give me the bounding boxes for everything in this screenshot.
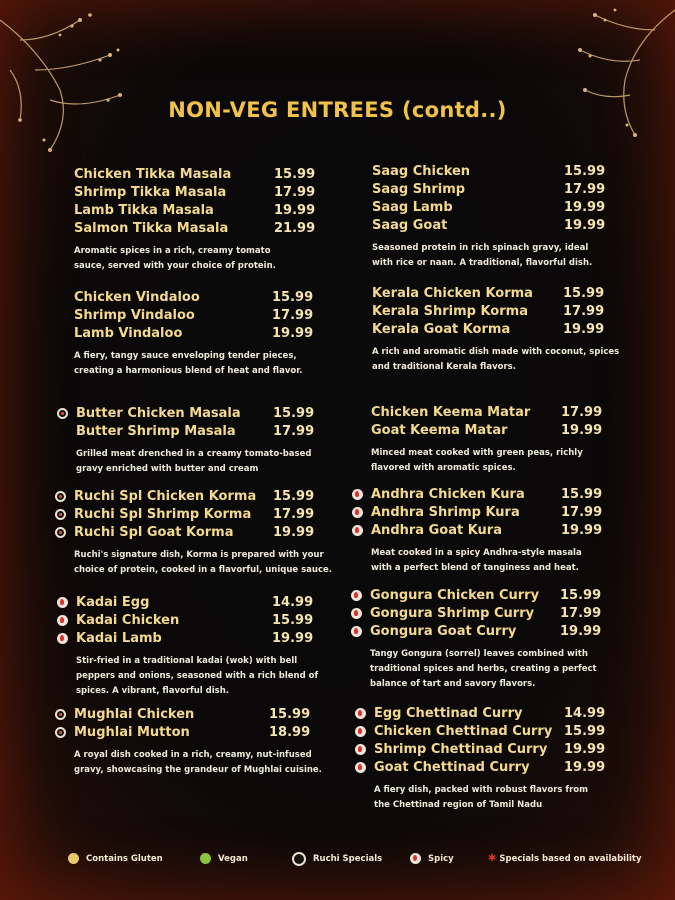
menu-item-name: Mughlai Chicken — [74, 707, 195, 722]
menu-item-name: Kadai Lamb — [76, 631, 162, 646]
menu-item-price: 17.99 — [564, 182, 606, 197]
gluten-icon — [68, 853, 79, 864]
menu-item — [74, 184, 316, 202]
menu-item-name: Kerala Chicken Korma — [372, 286, 533, 301]
menu-item-price: 19.99 — [273, 525, 315, 540]
menu-item-price: 17.99 — [272, 308, 314, 323]
description-line: gravy, showcasing the grandeur of Mughlai cuisine. — [74, 765, 322, 775]
menu-item-name: Shrimp Tikka Masala — [74, 185, 227, 200]
menu-section-description — [370, 647, 597, 692]
menu-item-name: Butter Shrimp Masala — [76, 424, 236, 439]
menu-item — [74, 706, 322, 724]
legend-vegan — [200, 850, 248, 868]
menu-item-price: 21.99 — [274, 221, 316, 236]
description-line: Minced meat cooked with green peas, richly — [371, 448, 583, 458]
description-line: Meat cooked in a spicy Andhra-style masala — [371, 548, 582, 558]
menu-item — [76, 612, 318, 630]
menu-item-price: 19.99 — [272, 326, 314, 341]
menu-item-name: Goat Chettinad Curry — [374, 760, 530, 775]
description-line: balance of tart and savory flavors. — [370, 679, 536, 689]
menu-item-name: Ruchi Spl Goat Korma — [74, 525, 234, 540]
description-line: Seasoned protein in rich spinach gravy, ideal — [372, 243, 589, 253]
menu-section-description — [76, 447, 311, 477]
menu-item — [374, 723, 606, 741]
legend-spicy — [410, 850, 454, 868]
menu-item-name: Mughlai Mutton — [74, 725, 190, 740]
menu-item-price: 17.99 — [561, 405, 603, 420]
menu-item — [371, 504, 603, 522]
menu-item-name: Chicken Chettinad Curry — [374, 724, 553, 739]
menu-item-name: Saag Chicken — [372, 164, 471, 179]
menu-item — [370, 587, 602, 605]
description-line: Tangy Gongura (sorrel) leaves combined with — [370, 649, 588, 659]
description-line: Ruchi's signature dish, Korma is prepared with your — [74, 550, 324, 560]
spicy-icon — [355, 726, 366, 737]
menu-section-description — [74, 748, 322, 778]
spicy-icon — [57, 615, 68, 626]
menu-item-name: Chicken Vindaloo — [74, 290, 200, 305]
ruchi-special-icon — [55, 709, 66, 720]
menu-item — [372, 303, 619, 321]
menu-item — [371, 522, 603, 540]
description-line: A royal dish cooked in a rich, creamy, nut-infused — [74, 750, 312, 760]
menu-item-price: 15.99 — [564, 724, 606, 739]
menu-item-name: Gongura Shrimp Curry — [370, 606, 535, 621]
description-line: the Chettinad region of Tamil Nadu — [374, 800, 543, 810]
menu-section — [372, 163, 606, 271]
menu-item — [74, 202, 316, 220]
description-line: creating a harmonious blend of heat and flavor. — [74, 366, 303, 376]
menu-item — [372, 181, 606, 199]
menu-item — [372, 199, 606, 217]
menu-item-name: Saag Lamb — [372, 200, 453, 215]
menu-section-description — [374, 783, 588, 813]
menu-item — [74, 524, 332, 542]
menu-item — [76, 423, 315, 441]
menu-item-price: 15.99 — [563, 286, 605, 301]
menu-item-name: Gongura Goat Curry — [370, 624, 517, 639]
menu-item-price: 19.99 — [274, 203, 316, 218]
menu-item-name: Andhra Chicken Kura — [371, 487, 525, 502]
menu-section-description — [371, 446, 583, 476]
menu-item-name: Lamb Tikka Masala — [74, 203, 214, 218]
menu-item — [372, 217, 606, 235]
menu-item-price: 19.99 — [564, 200, 606, 215]
menu-item-name: Gongura Chicken Curry — [370, 588, 540, 603]
spicy-icon — [352, 525, 363, 536]
menu-item-price: 17.99 — [273, 424, 315, 439]
menu-section — [370, 587, 602, 692]
legend-gluten — [68, 850, 163, 868]
menu-section — [74, 289, 314, 379]
description-line: with rice or naan. A traditional, flavorful dish. — [372, 258, 593, 268]
legend-vegan-label: Vegan — [218, 854, 248, 864]
description-line: and traditional Kerala flavors. — [372, 362, 516, 372]
spicy-icon — [351, 626, 362, 637]
ruchi-special-icon — [55, 527, 66, 538]
menu-item-price: 19.99 — [563, 322, 605, 337]
menu-section-description — [372, 241, 592, 271]
menu-item-name: Saag Goat — [372, 218, 448, 233]
spicy-icon — [355, 708, 366, 719]
description-line: A fiery dish, packed with robust flavors from — [374, 785, 588, 795]
description-line: Grilled meat drenched in a creamy tomato-based — [76, 449, 312, 459]
menu-section-description — [372, 345, 619, 375]
description-line: A fiery, tangy sauce enveloping tender pieces, — [74, 351, 297, 361]
menu-section — [74, 706, 322, 778]
menu-item — [74, 488, 332, 506]
menu-item-name: Chicken Keema Matar — [371, 405, 531, 420]
menu-item-name: Butter Chicken Masala — [76, 406, 241, 421]
menu-section-description — [74, 244, 276, 274]
menu-item — [374, 705, 606, 723]
menu-item-name: Ruchi Spl Shrimp Korma — [74, 507, 252, 522]
menu-item-price: 17.99 — [274, 185, 316, 200]
ruchi-special-icon — [57, 408, 68, 419]
menu-item — [371, 404, 603, 422]
menu-item — [74, 166, 316, 184]
menu-item — [76, 594, 318, 612]
menu-item-price: 14.99 — [272, 595, 314, 610]
menu-item-price: 19.99 — [561, 523, 603, 538]
menu-item — [74, 220, 316, 238]
menu-item — [74, 325, 314, 343]
menu-section-description — [76, 654, 318, 699]
description-line: with a perfect blend of tanginess and heat. — [371, 563, 579, 573]
menu-section — [374, 705, 606, 813]
menu-item — [74, 506, 332, 524]
spicy-icon — [57, 597, 68, 608]
menu-section-description — [74, 548, 332, 578]
legend-ruchi — [292, 850, 382, 868]
menu-item-price: 15.99 — [272, 290, 314, 305]
legend-availability — [488, 850, 642, 868]
menu-item-name: Egg Chettinad Curry — [374, 706, 523, 721]
menu-section — [372, 285, 619, 375]
menu-item — [372, 285, 619, 303]
menu-item — [374, 759, 606, 777]
menu-item-price: 19.99 — [561, 423, 603, 438]
branch-decoration-top-left — [0, 0, 140, 160]
spicy-icon — [351, 590, 362, 601]
menu-item-name: Andhra Goat Kura — [371, 523, 502, 538]
page-title: NON-VEG ENTREES (contd..) — [168, 98, 507, 122]
menu-item-price: 15.99 — [561, 487, 603, 502]
ruchi-special-icon — [55, 491, 66, 502]
menu-item-price: 14.99 — [564, 706, 606, 721]
legend-ruchi-label: Ruchi Specials — [313, 854, 383, 864]
vegan-icon — [200, 853, 211, 864]
menu-item — [372, 163, 606, 181]
menu-item-price: 15.99 — [269, 707, 311, 722]
menu-item — [371, 486, 603, 504]
menu-section — [76, 405, 315, 477]
menu-item-price: 19.99 — [564, 742, 606, 757]
description-line: peppers and onions, seasoned with a rich blend of — [76, 671, 319, 681]
description-line: A rich and aromatic dish made with coconut, spices — [372, 347, 620, 357]
spicy-icon — [57, 633, 68, 644]
menu-item — [374, 741, 606, 759]
menu-item-price: 19.99 — [272, 631, 314, 646]
menu-section — [74, 166, 316, 274]
ruchi-special-icon — [292, 852, 306, 866]
menu-item-price: 17.99 — [560, 606, 602, 621]
menu-item-price: 17.99 — [561, 505, 603, 520]
menu-item-price: 15.99 — [273, 406, 315, 421]
menu-item — [76, 630, 318, 648]
menu-item-price: 15.99 — [272, 613, 314, 628]
legend-gluten-label: Contains Gluten — [86, 854, 163, 864]
menu-item-price: 15.99 — [560, 588, 602, 603]
legend-availability-label: Specials based on availability — [499, 854, 642, 864]
menu-item-name: Kadai Chicken — [76, 613, 180, 628]
menu-item-price: 17.99 — [563, 304, 605, 319]
menu-section — [371, 486, 603, 576]
menu-item-price: 15.99 — [274, 167, 316, 182]
menu-item-price: 19.99 — [564, 760, 606, 775]
menu-item — [372, 321, 619, 339]
description-line: gravy enriched with butter and cream — [76, 464, 259, 474]
menu-item-name: Saag Shrimp — [372, 182, 466, 197]
menu-item-name: Kerala Shrimp Korma — [372, 304, 528, 319]
description-line: spices. A vibrant, flavorful dish. — [76, 686, 229, 696]
description-line: traditional spices and herbs, creating a perfect — [370, 664, 597, 674]
legend-spicy-label: Spicy — [428, 854, 454, 864]
menu-item-name: Salmon Tikka Masala — [74, 221, 229, 236]
description-line: Aromatic spices in a rich, creamy tomato — [74, 246, 271, 256]
ruchi-special-icon — [55, 509, 66, 520]
menu-item-name: Shrimp Vindaloo — [74, 308, 195, 323]
menu-item-name: Kerala Goat Korma — [372, 322, 511, 337]
menu-item — [370, 623, 602, 641]
menu-section-description — [371, 546, 582, 576]
menu-item — [74, 289, 314, 307]
menu-section — [371, 404, 603, 476]
spicy-icon — [351, 608, 362, 619]
ruchi-special-icon — [55, 727, 66, 738]
menu-item — [370, 605, 602, 623]
menu-item-name: Kadai Egg — [76, 595, 150, 610]
spicy-icon — [410, 853, 421, 864]
description-line: choice of protein, cooked in a flavorful, unique sauce. — [74, 565, 332, 575]
menu-item-price: 18.99 — [269, 725, 311, 740]
star-icon: ✱ — [488, 853, 497, 864]
spicy-icon — [355, 744, 366, 755]
menu-item-name: Ruchi Spl Chicken Korma — [74, 489, 257, 504]
menu-item — [76, 405, 315, 423]
description-line: sauce, served with your choice of protein. — [74, 261, 276, 271]
menu-item-name: Shrimp Chettinad Curry — [374, 742, 548, 757]
menu-section-description — [74, 349, 302, 379]
menu-item-price: 15.99 — [273, 489, 315, 504]
menu-section — [76, 594, 318, 699]
menu-item-price: 19.99 — [560, 624, 602, 639]
description-line: flavored with aromatic spices. — [371, 463, 516, 473]
menu-item — [74, 724, 322, 742]
spicy-icon — [355, 762, 366, 773]
spicy-icon — [352, 507, 363, 518]
menu-item-name: Andhra Shrimp Kura — [371, 505, 520, 520]
menu-item-name: Chicken Tikka Masala — [74, 167, 232, 182]
menu-item — [371, 422, 603, 440]
menu-section — [74, 488, 332, 578]
menu-item-price: 19.99 — [564, 218, 606, 233]
menu-item-price: 17.99 — [273, 507, 315, 522]
menu-item — [74, 307, 314, 325]
menu-item-name: Lamb Vindaloo — [74, 326, 183, 341]
description-line: Stir-fried in a traditional kadai (wok) with bell — [76, 656, 298, 666]
menu-item-name: Goat Keema Matar — [371, 423, 508, 438]
menu-item-price: 15.99 — [564, 164, 606, 179]
spicy-icon — [352, 489, 363, 500]
